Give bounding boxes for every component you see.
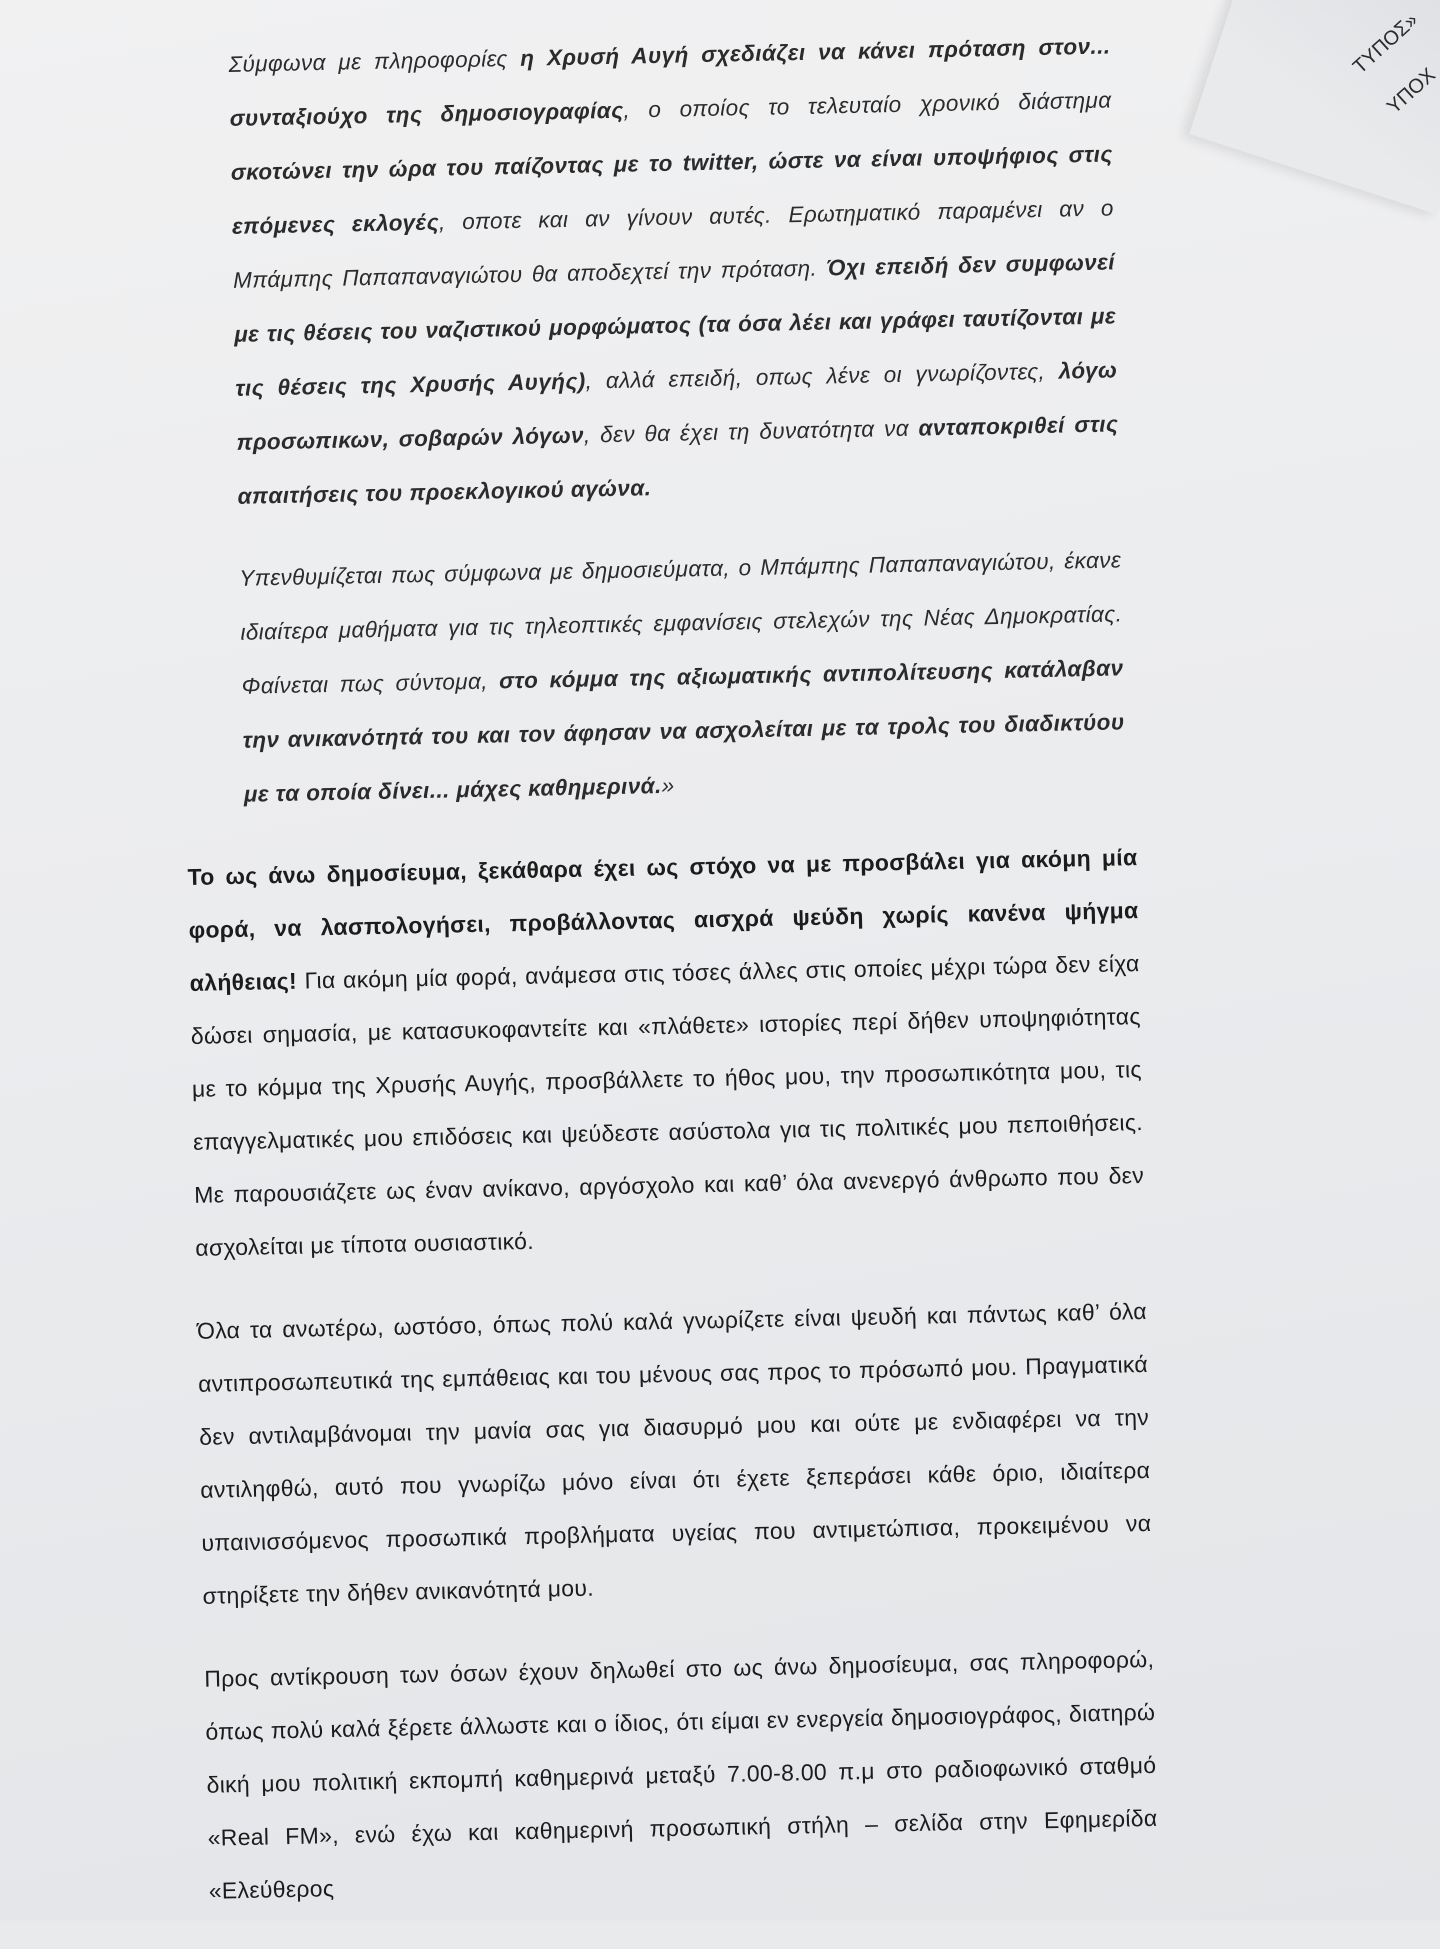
text-run: , δεν θα έχει τη δυνατότητα να [583, 415, 919, 448]
bold-run: στο κόμμα της αξιωματικής αντιπολίτευσης κατάλαβαν την ανικανότητά του και τον άφησαν να ασχολείται με τα τρολς του διαδικτύου με τα οποία δίνει... μάχες καθημερινά. [242, 655, 1125, 807]
text-run: Σύμφωνα με πληροφορίες [228, 45, 521, 77]
body-paragraph-2 [157, 1281, 1323, 1623]
text-run: Για ακόμη μία φορά, ανάμεσα στις τόσες άλλες στις οποίες μέχρι τώρα δεν είχα δώσει σημασία, με κατασυκοφαντείτε και «πλάθετε» ιστορίες περί δήθεν υποψηφιότητας με το κόμμα της Χρυσής Αυγής, προσβάλλετε το ήθος μου, την προσωπικότητα μου, τις επαγγελματικές μου επιδόσεις και ψεύδεστε ασύστολα για τις πολιτικές μου πεποιθήσεις. Με παρουσιάζετε ως έναν ανίκανο, αργόσχολο και καθ’ όλα ανενεργό άνθρωπο που δεν ασχολείται με τίποτα ουσιαστικό. [190, 950, 1145, 1261]
bold-run: Όχι επειδή δεν συμφωνεί με τις θέσεις του ναζιστικού μορφώματος (τα όσα λέει και γράφει ταυτίζονται με τις θέσεις της Χρυσής Αυγής) [233, 249, 1117, 401]
corner-text-2: ΥΠΟΧ [1383, 64, 1440, 119]
quote-paragraph-1 [130, 16, 1300, 526]
body-paragraph-1 [147, 828, 1316, 1276]
letter-body [147, 828, 1329, 1919]
text-run: , οποτε και αν γίνουν αυτές. Ερωτηματικό παραμένει αν ο Μπάμπης Παπαπαναγιώτου θα αποδεχτεί την πρόταση. [232, 195, 1114, 293]
text-run: » [661, 772, 675, 799]
bold-run: Το ως άνω δημοσίευμα, ξεκάθαρα έχει ως στόχο να με προσβάλει για ακόμη μία φορά, να λασπολογήσει, προβάλλοντας αισχρά ψεύδη χωρίς κανένα ψήγμα αλήθειας! [187, 844, 1139, 996]
text-run: Όλα τα ανωτέρω, ωστόσο, όπως πολύ καλά γνωρίζετε είναι ψευδή και πάντως καθ’ όλα αντιπροσωπευτικά της εμπάθειας και του μένους σας προς το πρόσωπό μου. Πραγματικά δεν αντιλαμβάνομαι την μανία σας για διασυρμό μου και ούτε με ενδιαφέρει να την αντιληφθώ, αυτό που γνωρίζω μόνο είναι ότι έχετε ξεπεράσει κάθε όριο, ιδιαίτερα υπαινισσόμενος προσωπικά προβλήματα υγείας που αντιμετώπισα, προκειμένου να στηρίξετε την δήθεν ανικανότητά μου. [196, 1297, 1152, 1609]
body-paragraph-3 [164, 1629, 1329, 1918]
text-run: Προς αντίκρουση των όσων έχουν δηλωθεί στο ως άνω δημοσίευμα, σας πληροφορώ, όπως πολύ καλά ξέρετε άλλωστε και ο ίδιος, ότι είμαι εν ενεργεία δημοσιογράφος, διατηρώ δική μου πολιτική εκπομπή καθημερινά μεταξύ 7.00-8.00 π.μ στο ραδιοφωνικό σταθμό «Real FM», ενώ έχω και καθημερινή προσωπική στήλη – σελίδα στην Εφημερίδα «Ελεύθερος [204, 1645, 1158, 1904]
quoted-article [130, 16, 1306, 824]
text-run: Υπενθυμίζεται πως σύμφωνα με δημοσιεύματα, ο Μπάμπης Παπαπαναγιώτου, έκανε ιδιαίτερα μαθήματα για τις τηλεοπτικές εμφανίσεις στελεχών της Νέας Δημοκρατίας. Φαίνεται πως σύντομα, [239, 547, 1123, 699]
corner-text-1: ΤΥΠΟΣ» [1348, 9, 1423, 79]
bold-run: λόγω προσωπικων, σοβαρών λόγων [236, 357, 1118, 455]
bold-run: η Χρυσή Αυγή σχεδιάζει να κάνει πρόταση στον... συνταξιούχο της δημοσιογραφίας [229, 33, 1111, 131]
bold-run: ανταποκριθεί στις απαιτήσεις του προεκλογικού αγώνα. [237, 411, 1119, 509]
bold-run: σκοτώνει την ώρα του παίζοντας με το twitter, ώστε να είναι υποψήφιος στις επόμενες εκλογές [230, 141, 1113, 239]
text-run: , ο οποίος το τελευταίο χρονικό διάστημα [623, 87, 1112, 123]
text-run: , αλλά επειδή, οπως λένε οι γνωρίζοντες, [585, 358, 1059, 394]
quote-paragraph-2 [141, 530, 1306, 824]
document-page [130, 16, 1330, 1949]
